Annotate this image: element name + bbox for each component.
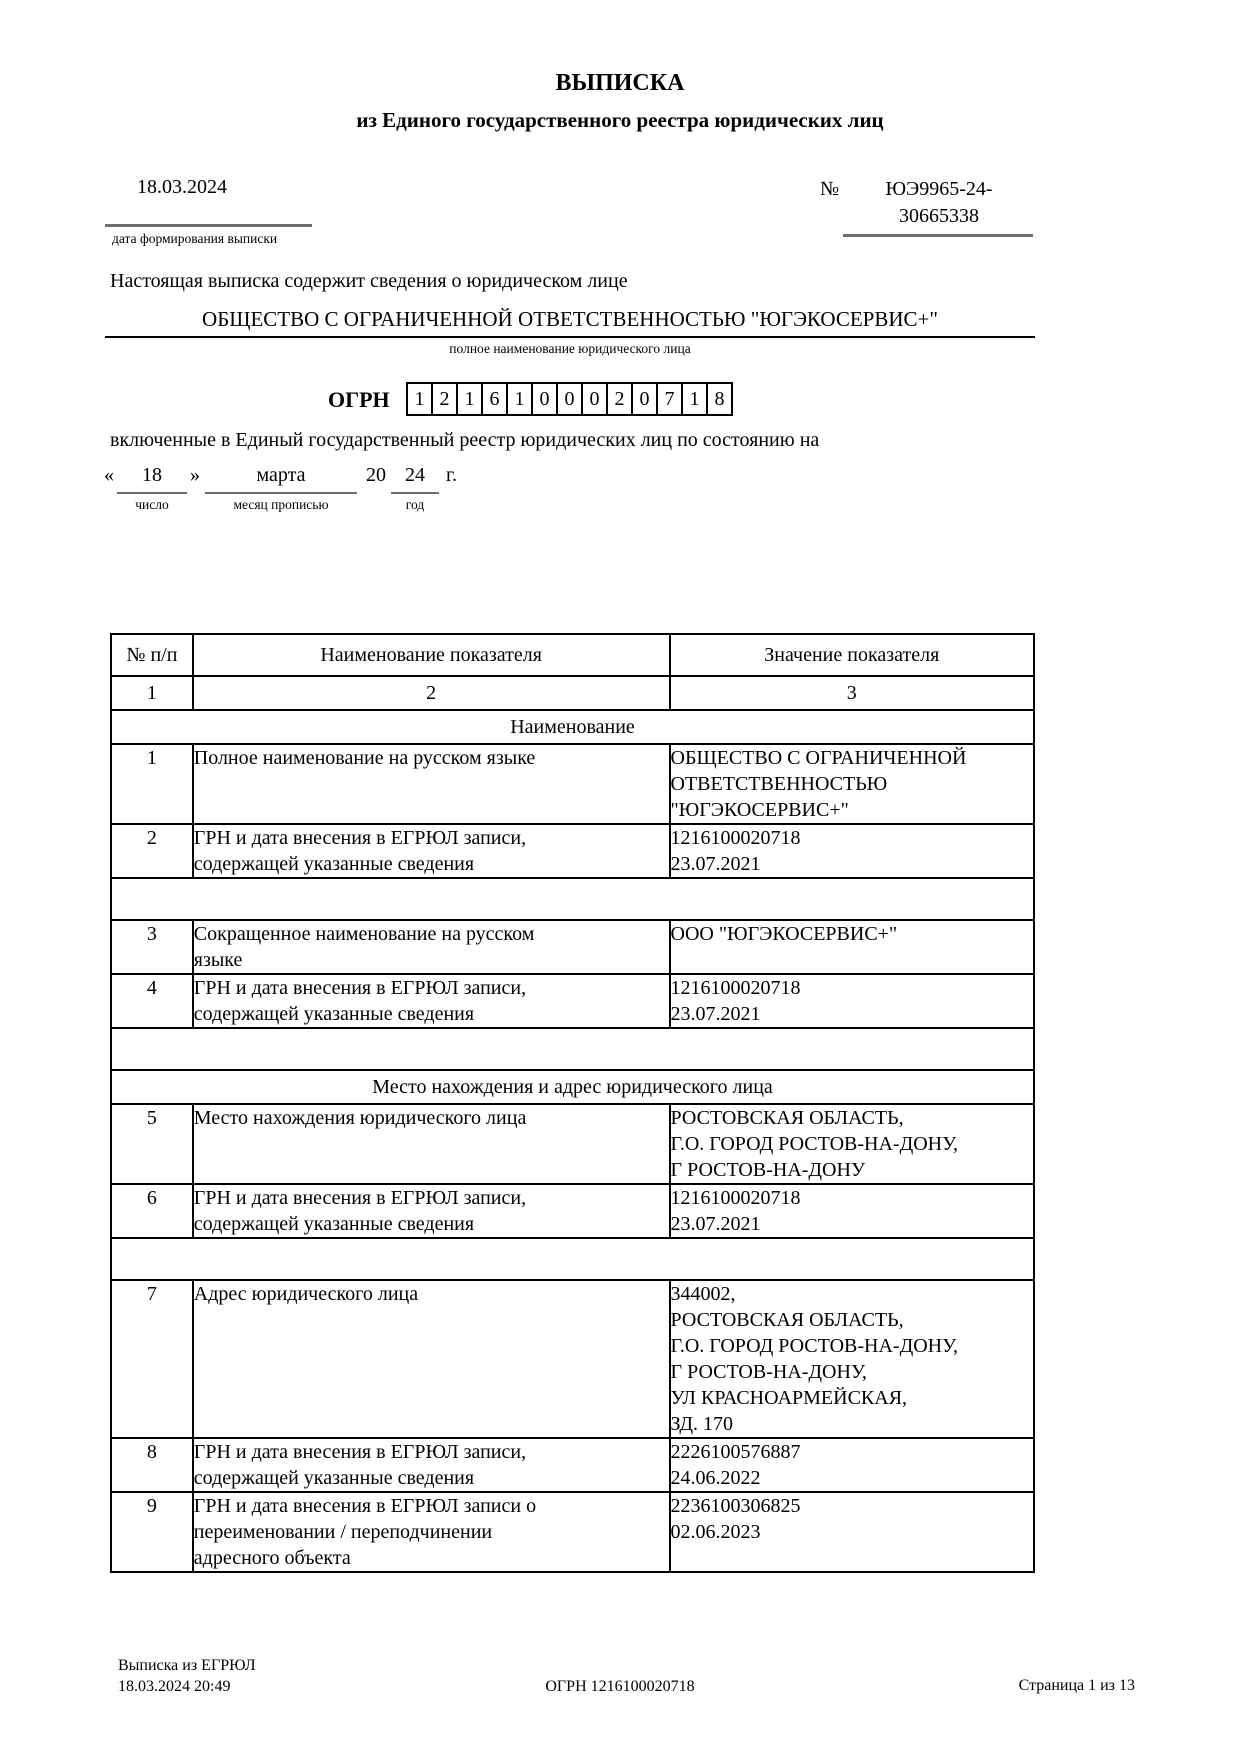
name-line: ГРН и дата внесения в ЕГРЮЛ записи,	[193, 1187, 527, 1209]
table-row	[111, 1280, 1034, 1438]
value-line: РОСТОВСКАЯ ОБЛАСТЬ,	[670, 1107, 904, 1129]
month-underline	[205, 492, 357, 494]
footer-doc-type: Выписка из ЕГРЮЛ	[118, 1657, 256, 1674]
row-number-cell: 5	[111, 1104, 193, 1184]
ogrn-digit-box: 0	[631, 382, 658, 416]
formation-date-label: дата формирования выписки	[112, 231, 278, 246]
table-header-cell-name: Наименование показателя	[193, 634, 670, 676]
spacer-cell	[111, 878, 1034, 920]
value-line: ООО "ЮГЭКОСЕРВИС+"	[670, 923, 898, 945]
ogrn-digit-box: 7	[656, 382, 683, 416]
name-line: ГРН и дата внесения в ЕГРЮЛ записи,	[193, 977, 527, 999]
row-value-cell	[670, 1184, 1034, 1238]
value-line: Г РОСТОВ-НА-ДОНУ,	[670, 1361, 867, 1383]
value-line: РОСТОВСКАЯ ОБЛАСТЬ,	[670, 1309, 904, 1331]
ogrn-digit-box: 6	[481, 382, 508, 416]
value-line: Г.О. ГОРОД РОСТОВ-НА-ДОНУ,	[670, 1335, 958, 1357]
row-name-cell	[193, 1184, 670, 1238]
value-line: 2236100306825	[670, 1495, 801, 1517]
day-close-quote: »	[190, 464, 200, 486]
row-value-cell	[670, 1280, 1034, 1438]
extract-number-line1: ЮЭ9965-24-	[885, 178, 993, 200]
ogrn-digit-box: 1	[506, 382, 533, 416]
row-value-cell	[670, 920, 1034, 974]
row-name-cell	[193, 1280, 670, 1438]
value-line: 1216100020718	[670, 1187, 801, 1209]
table-section-header: Наименование	[111, 710, 1034, 744]
table-spacer-row	[111, 1028, 1034, 1070]
ogrn-digit-box: 1	[456, 382, 483, 416]
footer-page-info: Страница 1 из 13	[1018, 1677, 1135, 1694]
company-name: ОБЩЕСТВО С ОГРАНИЧЕННОЙ ОТВЕТСТВЕННОСТЬЮ "ЮГЭКОСЕРВИС+"	[202, 307, 938, 331]
company-name-underline	[105, 336, 1035, 338]
name-line: содержащей указанные сведения	[193, 1003, 475, 1025]
value-line: 1216100020718	[670, 977, 801, 999]
year-suffix: г.	[446, 464, 457, 486]
row-number-cell: 7	[111, 1280, 193, 1438]
value-line: ЗД. 170	[670, 1413, 733, 1435]
ogrn-digit-box: 0	[581, 382, 608, 416]
year-value: 24	[405, 464, 425, 486]
value-line: ОБЩЕСТВО С ОГРАНИЧЕННОЙ	[670, 747, 967, 769]
name-line: содержащей указанные сведения	[193, 853, 475, 875]
value-line: 2226100576887	[670, 1441, 801, 1463]
value-line: "ЮГЭКОСЕРВИС+"	[670, 799, 849, 821]
row-name-cell	[193, 824, 670, 878]
table-row	[111, 920, 1034, 974]
day-label: число	[135, 497, 169, 512]
row-value-cell	[670, 1438, 1034, 1492]
column-number-cell: 2	[193, 676, 670, 710]
table-header-cell-value: Значение показателя	[670, 634, 1034, 676]
ogrn-digit-box: 1	[406, 382, 433, 416]
row-name-cell	[193, 920, 670, 974]
row-value-cell	[670, 824, 1034, 878]
table-row	[111, 824, 1034, 878]
spacer-cell	[111, 1028, 1034, 1070]
table-section-row	[111, 1070, 1034, 1104]
row-number-cell: 8	[111, 1438, 193, 1492]
table-row	[111, 1492, 1034, 1572]
row-name-cell	[193, 974, 670, 1028]
company-name-label: полное наименование юридического лица	[449, 341, 691, 356]
extract-number	[850, 176, 1028, 230]
ogrn-label: ОГРН	[328, 387, 390, 412]
column-numbers-row	[111, 676, 1034, 710]
name-line: языке	[193, 949, 243, 971]
row-number-cell: 6	[111, 1184, 193, 1238]
name-line: содержащей указанные сведения	[193, 1467, 475, 1489]
value-line: Г.О. ГОРОД РОСТОВ-НА-ДОНУ,	[670, 1133, 958, 1155]
day-value: 18	[142, 464, 162, 486]
ogrn-digit-box: 0	[556, 382, 583, 416]
ogrn-digit-boxes	[406, 382, 733, 416]
table-header-cell-num: № п/п	[111, 634, 193, 676]
column-number-cell: 3	[670, 676, 1034, 710]
formation-date: 18.03.2024	[137, 176, 227, 198]
value-line: 23.07.2021	[670, 853, 761, 875]
row-name-cell	[193, 744, 670, 824]
ogrn-digit-box: 0	[531, 382, 558, 416]
table-row	[111, 1184, 1034, 1238]
table-spacer-row	[111, 1238, 1034, 1280]
month-value: марта	[256, 464, 306, 486]
ogrn-digit-box: 1	[681, 382, 708, 416]
ogrn-digit-box: 8	[706, 382, 733, 416]
doc-title: ВЫПИСКА	[555, 70, 685, 96]
footer-datetime: 18.03.2024 20:49	[118, 1678, 231, 1695]
name-line: Место нахождения юридического лица	[193, 1107, 527, 1129]
day-underline	[117, 492, 187, 494]
row-value-cell	[670, 744, 1034, 824]
table-section-header: Место нахождения и адрес юридического лица	[111, 1070, 1034, 1104]
name-line: ГРН и дата внесения в ЕГРЮЛ записи о	[193, 1495, 537, 1517]
row-number-cell: 4	[111, 974, 193, 1028]
row-number-cell: 1	[111, 744, 193, 824]
value-line: УЛ КРАСНОАРМЕЙСКАЯ,	[670, 1387, 908, 1409]
number-sign: №	[820, 178, 840, 200]
row-value-cell	[670, 1492, 1034, 1572]
value-line: 23.07.2021	[670, 1003, 761, 1025]
table-row	[111, 744, 1034, 824]
row-number-cell: 2	[111, 824, 193, 878]
name-line: Полное наименование на русском языке	[193, 747, 536, 769]
registry-table	[110, 633, 1035, 1573]
name-line: Адрес юридического лица	[193, 1283, 419, 1305]
spacer-cell	[111, 1238, 1034, 1280]
name-line: содержащей указанные сведения	[193, 1213, 475, 1235]
ogrn-digit-box: 2	[606, 382, 633, 416]
doc-subtitle: из Единого государственного реестра юридических лиц	[356, 108, 884, 132]
column-number-cell: 1	[111, 676, 193, 710]
value-line: Г РОСТОВ-НА-ДОНУ	[670, 1159, 866, 1181]
row-number-cell: 9	[111, 1492, 193, 1572]
year-underline	[391, 492, 439, 494]
value-line: 1216100020718	[670, 827, 801, 849]
year-label: год	[405, 497, 425, 512]
included-statement: включенные в Единый государственный реестр юридических лиц по состоянию на	[110, 429, 820, 451]
name-line: ГРН и дата внесения в ЕГРЮЛ записи,	[193, 1441, 527, 1463]
value-line: 344002,	[670, 1283, 736, 1305]
row-number-cell: 3	[111, 920, 193, 974]
table-header-row	[111, 634, 1034, 676]
day-open-quote: «	[104, 464, 114, 486]
name-line: переименовании / переподчинении	[193, 1521, 493, 1543]
table-spacer-row	[111, 878, 1034, 920]
century-value: 20	[366, 464, 386, 486]
row-name-cell	[193, 1104, 670, 1184]
value-line: ОТВЕТСТВЕННОСТЬЮ	[670, 773, 888, 795]
table-row	[111, 1438, 1034, 1492]
table-row	[111, 974, 1034, 1028]
row-value-cell	[670, 974, 1034, 1028]
name-line: адресного объекта	[193, 1547, 351, 1569]
table-section-row	[111, 710, 1034, 744]
extract-number-line2: 30665338	[899, 205, 979, 227]
row-value-cell	[670, 1104, 1034, 1184]
extract-number-underline	[843, 234, 1033, 237]
formation-date-underline	[105, 224, 312, 227]
month-label: месяц прописью	[233, 497, 329, 512]
name-line: Сокращенное наименование на русском	[193, 923, 535, 945]
name-line: ГРН и дата внесения в ЕГРЮЛ записи,	[193, 827, 527, 849]
row-name-cell	[193, 1438, 670, 1492]
value-line: 02.06.2023	[670, 1521, 761, 1543]
value-line: 24.06.2022	[670, 1467, 761, 1489]
intro-statement: Настоящая выписка содержит сведения о юридическом лице	[110, 270, 628, 292]
table-row	[111, 1104, 1034, 1184]
value-line: 23.07.2021	[670, 1213, 761, 1235]
footer-ogrn: ОГРН 1216100020718	[545, 1678, 695, 1695]
ogrn-digit-box: 2	[431, 382, 458, 416]
row-name-cell	[193, 1492, 670, 1572]
